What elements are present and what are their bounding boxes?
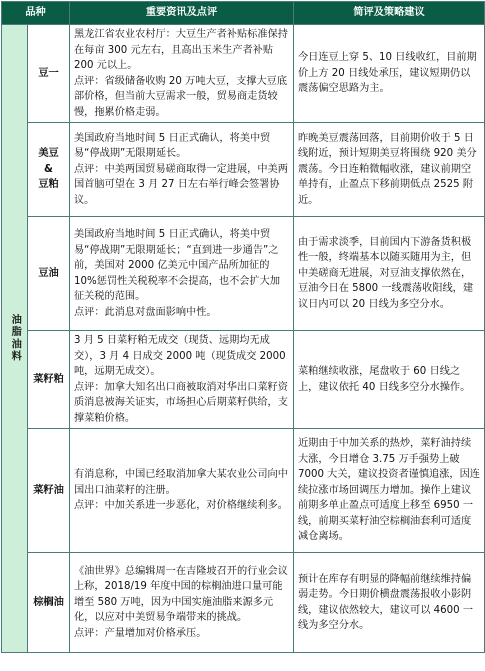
header-row (2, 2, 485, 25)
header-analysis: 简评及策略建议 (294, 2, 485, 25)
news-text: 美国政府当地时间 5 日正式确认，将美中贸易“停战期”无限期延长；“直到进一步通告”之前，美国对 2000 亿美元中国产品所加征的 10%惩罚性关税税率不会提高，也不会扩大加征关税的范围。 (74, 229, 281, 302)
comment-text: 点评：加拿大知名出口商被取消对华出口菜籽资质消息被海关证实，市场担心后期菜籽供给，支撑菜粕价格。 (74, 381, 288, 424)
news-text: 美国政府当地时间 5 日正式确认，将美中贸易“停战期”无限期延长。 (74, 132, 271, 160)
sector-cell (2, 25, 28, 653)
product-line: 豆粕 (38, 179, 59, 191)
comment-text: 点评：中加关系进一步恶化，对价格继续利多。 (74, 500, 288, 512)
product-name: 豆一 (28, 25, 70, 123)
news-cell (70, 123, 294, 217)
table-row (2, 217, 485, 331)
analysis-cell: 今日连豆上穿 5、10 日线收红，目前期价上方 20 日线处承压，建议短期仍以震荡偏空思路为主。 (294, 25, 485, 123)
comment-text: 点评：中美两国贸易磋商取得一定进展，中美两国首脑可望在 3 月 27 日左右举行峰会签署协议。 (74, 163, 288, 206)
product-name: 豆油 (28, 217, 70, 331)
table-row (2, 123, 485, 217)
analysis-cell: 预计在库存有明显的降幅前继续维持偏弱走势。今日期价横盘震荡报收小影阴线，建议依然较大，建议可以 4600 一线为多空分水。 (294, 553, 485, 653)
news-text: 有消息称，中国已经取消加拿大某农业公司向中国出口油菜籽的注册。 (74, 469, 288, 496)
product-line: 美豆 (38, 148, 59, 160)
product-name: 棕榈油 (28, 553, 70, 653)
table-row (2, 25, 485, 123)
table-row (2, 331, 485, 429)
header-category: 品种 (2, 2, 70, 25)
sector-label: 油脂油料 (9, 314, 21, 363)
comment-text: 点评：产量增加对价格承压。 (74, 627, 207, 639)
news-cell (70, 553, 294, 653)
news-cell (70, 429, 294, 553)
news-cell (70, 25, 294, 123)
comment-text: 点评：此消息对盘面影响中性。 (74, 306, 217, 318)
table-row (2, 429, 485, 553)
comment-text: 点评：省级储备收购 20 万吨大豆，支撑大豆底部价格，但当前大豆需求一般，贸易商走货较慢，拖累价格走弱。 (74, 75, 288, 118)
header-news: 重要资讯及点评 (70, 2, 294, 25)
product-name (28, 123, 70, 217)
news-cell (70, 217, 294, 331)
news-text: 3 月 5 日菜籽粕无成交（现货、远期均无成交），3 月 4 日成交 2000 吨（现货成交 2000 吨，远期无成交）。 (74, 335, 286, 377)
analysis-cell: 昨晚美豆震荡回落，目前期价收于 5 日线附近，预计短期美豆将围绕 920 美分震荡。今日连粕微幅收涨，建议前期空单持有，止盈点下移前期低点 2525 附近。 (294, 123, 485, 217)
analysis-cell: 近期由于中加关系的热炒，菜籽油持续大涨，今日增仓 3.75 万手强势上破 7000 大关，建议投资者谨慎追涨，因连续拉涨市场回调压力增加。操作上建议前期多单止盈点可适度上移至 6950 一线，前期买菜籽油空棕榈油套利可适度减仓离场。 (294, 429, 485, 553)
product-line: & (44, 163, 53, 175)
analysis-cell: 菜粕继续收涨，尾盘收于 60 日线之上，建议依托 40 日线多空分水操作。 (294, 331, 485, 429)
market-report-table (1, 1, 485, 653)
product-name: 菜籽油 (28, 429, 70, 553)
product-name: 菜籽粕 (28, 331, 70, 429)
news-cell (70, 331, 294, 429)
table-row (2, 553, 485, 653)
analysis-cell: 由于需求淡季，目前国内下游备货积极性一般，终端基本以随买随用为主，但中美磋商无进展，对豆油支撑依然在，豆油今日在 5800 一线震荡收阳线，建议日内可以 20 日线为多空分水。 (294, 217, 485, 331)
news-text: 黑龙江省农业农村厅：大豆生产者补贴标准保持在每亩 300 元左右，且高出玉米生产者补贴 200 元以上。 (74, 29, 288, 71)
news-text: 《油世界》总编辑周一在吉隆坡召开的行业会议上称，2018/19 年度中国的棕榈油进口量可能增至 580 万吨，因为中国实施油脂来源多元化，以应对中美贸易争端带来的挑战。 (74, 565, 288, 624)
